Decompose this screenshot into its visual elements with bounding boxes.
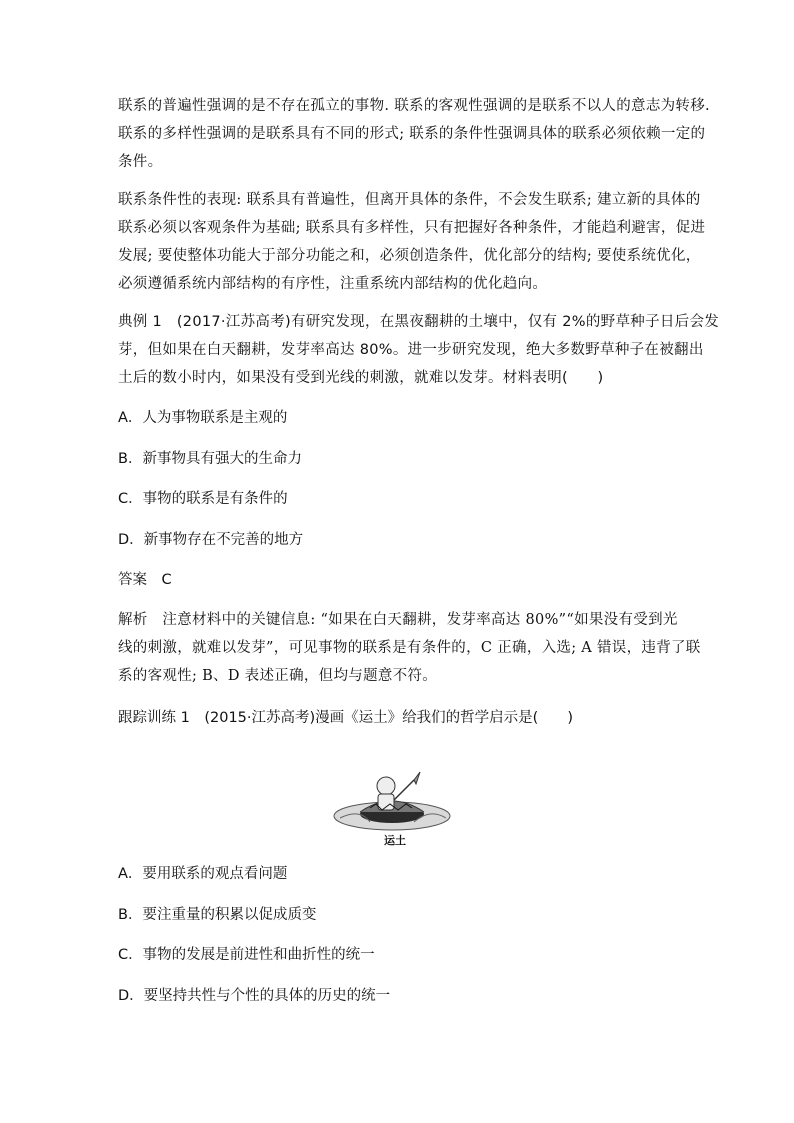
- training-option-a: A．要用联系的观点看问题: [118, 866, 288, 882]
- training-option-b: B．要注重量的积累以促成质变: [118, 907, 317, 923]
- option-d: D．新事物存在不完善的地方: [118, 532, 304, 548]
- text-line: 线的刺激，就难以发芽”，可见事物的联系是有条件的，C 正确，入选; A 错误，违背了联: [118, 640, 701, 656]
- analysis-paragraph: [118, 606, 701, 690]
- text-line: 系的客观性; B、D 表述正确，但均与题意不符。: [118, 668, 438, 684]
- text-line: 芽，但如果在白天翻耕，发芽率高达 80%。进一步研究发现，绝大多数野草种子在被翻出: [118, 342, 704, 358]
- option-b: B．新事物具有强大的生命力: [118, 451, 302, 467]
- text-line: 解析 注意材料中的关键信息: “如果在白天翻耕，发芽率高达 80%”“如果没有受到光: [118, 612, 678, 628]
- text-line: 联系的多样性强调的是联系具有不同的形式; 联系的条件性强调具体的联系必须依赖一定的: [118, 126, 706, 142]
- text-line: 联系的普遍性强调的是不存在孤立的事物. 联系的客观性强调的是联系不以人的意志为转移.: [118, 98, 710, 114]
- answer-line: [118, 570, 172, 590]
- text-line: 联系必须以客观条件为基础; 联系具有多样性，只有把握好各种条件，才能趋利避害，促进: [118, 220, 706, 236]
- option-c: C．事物的联系是有条件的: [118, 491, 288, 507]
- answer-label: 答案: [118, 572, 147, 588]
- text-line: 发展; 要使整体功能大于部分功能之和，必须创造条件，优化部分的结构; 要使系统优化，: [118, 248, 701, 264]
- paragraph-connection-properties: [118, 92, 710, 176]
- option-a: A．人为事物联系是主观的: [118, 410, 288, 426]
- text-line: 条件。: [118, 154, 163, 170]
- training-option-d: D．要坚持共性与个性的具体的历史的统一: [118, 988, 391, 1004]
- paragraph-conditionality: [118, 186, 706, 298]
- figure-caption: 运土: [384, 834, 406, 847]
- example-question: [118, 308, 720, 392]
- text-line: 土后的数小时内，如果没有受到光线的刺激，就难以发芽。材料表明( ): [118, 370, 604, 386]
- answer-value: C: [161, 572, 172, 588]
- text-line: 必须遵循系统内部结构的有序性，注重系统内部结构的优化趋向。: [118, 276, 548, 292]
- text-line: 典例 1 (2017·江苏高考)有研究发现，在黑夜翻耕的土壤中，仅有 2%的野草种子日后会发: [118, 314, 720, 330]
- training-option-c: C．事物的发展是前进性和曲折性的统一: [118, 947, 375, 963]
- text-line: 联系条件性的表现: 联系具有普遍性，但离开具体的条件，不会发生联系; 建立新的具体的: [118, 192, 701, 208]
- training-question: 跟踪训练 1 (2015·江苏高考)漫画《运土》给我们的哲学启示是( ): [118, 710, 573, 726]
- cartoon-illustration: [330, 760, 454, 835]
